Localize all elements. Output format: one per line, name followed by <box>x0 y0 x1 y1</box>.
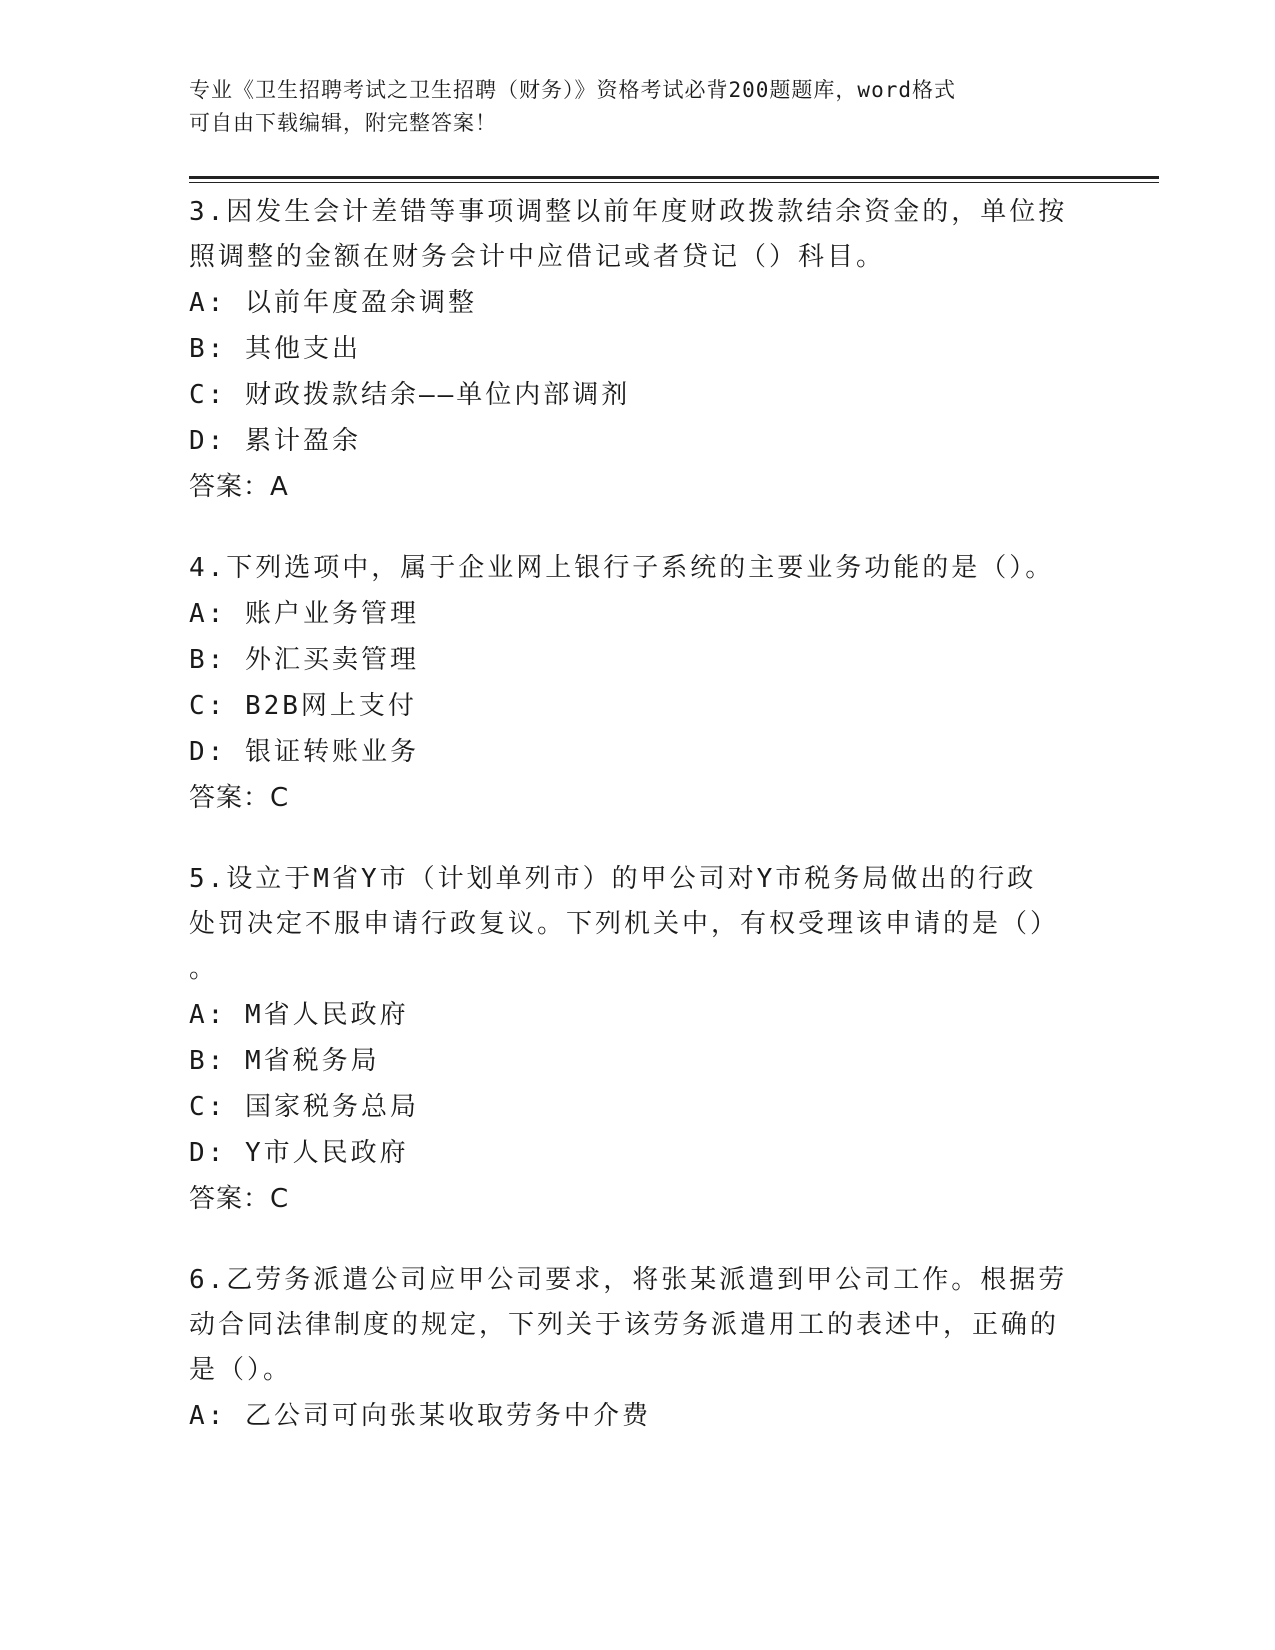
option-c: C: 财政拨款结余——单位内部调剂 <box>189 380 631 410</box>
question-text-line: 3.因发生会计差错等事项调整以前年度财政拨款结余资金的，单位按 <box>189 197 1068 227</box>
question-text-line: 是（）。 <box>189 1355 293 1385</box>
question-6 <box>189 1258 1089 1439</box>
option-a: A: 以前年度盈余调整 <box>189 288 477 318</box>
document-header <box>189 74 1069 140</box>
question-text-line: 5.设立于M省Y市（计划单列市）的甲公司对Y市税务局做出的行政 <box>189 864 1037 894</box>
question-4 <box>189 546 1089 821</box>
header-divider-thick <box>189 176 1159 179</box>
header-line-1: 专业《卫生招聘考试之卫生招聘（财务）》资格考试必背200题题库，word格式 <box>189 78 956 102</box>
option-b: B: 外汇买卖管理 <box>189 645 419 675</box>
option-a: A: 账户业务管理 <box>189 599 419 629</box>
option-b: B: M省税务局 <box>189 1046 380 1076</box>
question-text-line: 4.下列选项中，属于企业网上银行子系统的主要业务功能的是（）。 <box>189 553 1055 583</box>
question-text-line: 6.乙劳务派遣公司应甲公司要求，将张某派遣到甲公司工作。根据劳 <box>189 1265 1068 1295</box>
question-text-line: 动合同法律制度的规定，下列关于该劳务派遣用工的表述中，正确的 <box>189 1310 1060 1340</box>
answer: 答案：C <box>189 1184 290 1214</box>
option-d: D: 累计盈余 <box>189 426 361 456</box>
option-d: D: Y市人民政府 <box>189 1138 409 1168</box>
question-text-line: 。 <box>189 954 219 984</box>
question-5 <box>189 857 1089 1222</box>
answer: 答案：A <box>189 472 289 502</box>
option-c: C: B2B网上支付 <box>189 691 417 721</box>
answer: 答案：C <box>189 783 290 813</box>
option-b: B: 其他支出 <box>189 334 361 364</box>
option-a: A: M省人民政府 <box>189 1000 409 1030</box>
header-divider-thin <box>189 182 1159 183</box>
question-text-line: 照调整的金额在财务会计中应借记或者贷记（）科目。 <box>189 242 886 272</box>
question-text-line: 处罚决定不服申请行政复议。下列机关中，有权受理该申请的是（） <box>189 909 1060 939</box>
option-d: D: 银证转账业务 <box>189 737 419 767</box>
option-c: C: 国家税务总局 <box>189 1092 419 1122</box>
option-a: A: 乙公司可向张某收取劳务中介费 <box>189 1401 651 1431</box>
question-3 <box>189 190 1089 510</box>
question-list <box>189 190 1089 1461</box>
header-line-2: 可自由下载编辑，附完整答案！ <box>189 111 497 135</box>
